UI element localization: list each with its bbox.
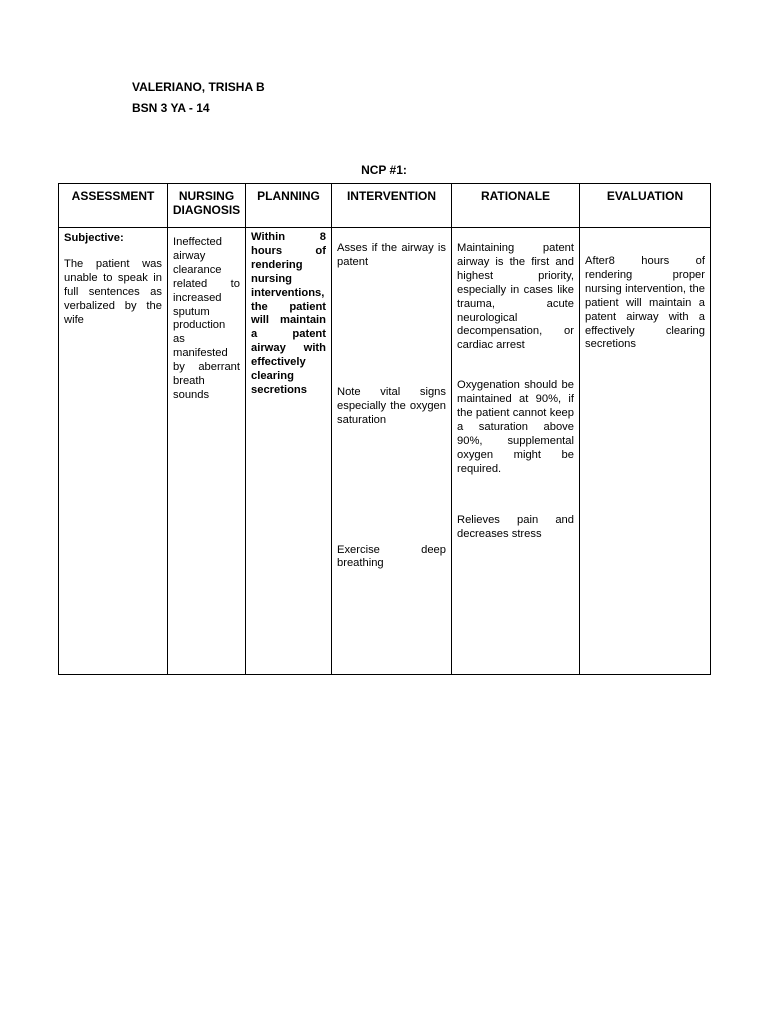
intervention-item: Exercise deep breathing (337, 543, 446, 570)
ncp-table (58, 183, 711, 675)
rationale-item: Relieves pain and decreases stress (457, 513, 574, 540)
column-header-rationale: RATIONALE (452, 184, 580, 228)
evaluation-text: After8 hours of rendering proper nursing intervention, the patient will maintain a patent airway with a effectively clearing secretions (585, 255, 705, 351)
rationale-cell (452, 228, 580, 675)
column-header-intervention: INTERVENTION (332, 184, 452, 228)
column-header-planning: PLANNING (246, 184, 332, 228)
assessment-cell (59, 228, 168, 675)
diagnosis-cell (168, 228, 246, 675)
assessment-label: Subjective: (64, 232, 124, 244)
intervention-item: Asses if the airway is patent (337, 242, 446, 268)
diagnosis-text: Ineffected airway clearance related to increased sputum production as manifested by aberrant breath sounds (173, 236, 240, 401)
column-header-assessment: ASSESSMENT (59, 184, 168, 228)
column-header-evaluation: EVALUATION (580, 184, 711, 228)
ncp-title: NCP #1: (361, 163, 407, 177)
rationale-item: Maintaining patent airway is the first and highest priority, especially in cases like trauma, acute neurological decompensation, or cardiac arrest (457, 242, 574, 352)
intervention-item: Note vital signs especially the oxygen saturation (337, 385, 446, 426)
column-header-nursing-diagnosis: NURSING DIAGNOSIS (168, 184, 246, 228)
assessment-text: The patient was unable to speak in full sentences as verbalized by the wife (64, 257, 162, 326)
intervention-cell (332, 228, 452, 675)
student-name: VALERIANO, TRISHA B (132, 80, 265, 94)
planning-cell (246, 228, 332, 675)
student-class: BSN 3 YA - 14 (132, 101, 210, 115)
planning-text: Within 8 hours of rendering nursing interventions, the patient will maintain a patent airway with effectively clearing secretions (251, 231, 326, 396)
table-header-row (59, 184, 711, 228)
table-row (59, 228, 711, 675)
rationale-item: Oxygenation should be maintained at 90%, if the patient cannot keep a saturation above 90%, supplemental oxygen might be required. (457, 379, 574, 475)
evaluation-cell (580, 228, 711, 675)
